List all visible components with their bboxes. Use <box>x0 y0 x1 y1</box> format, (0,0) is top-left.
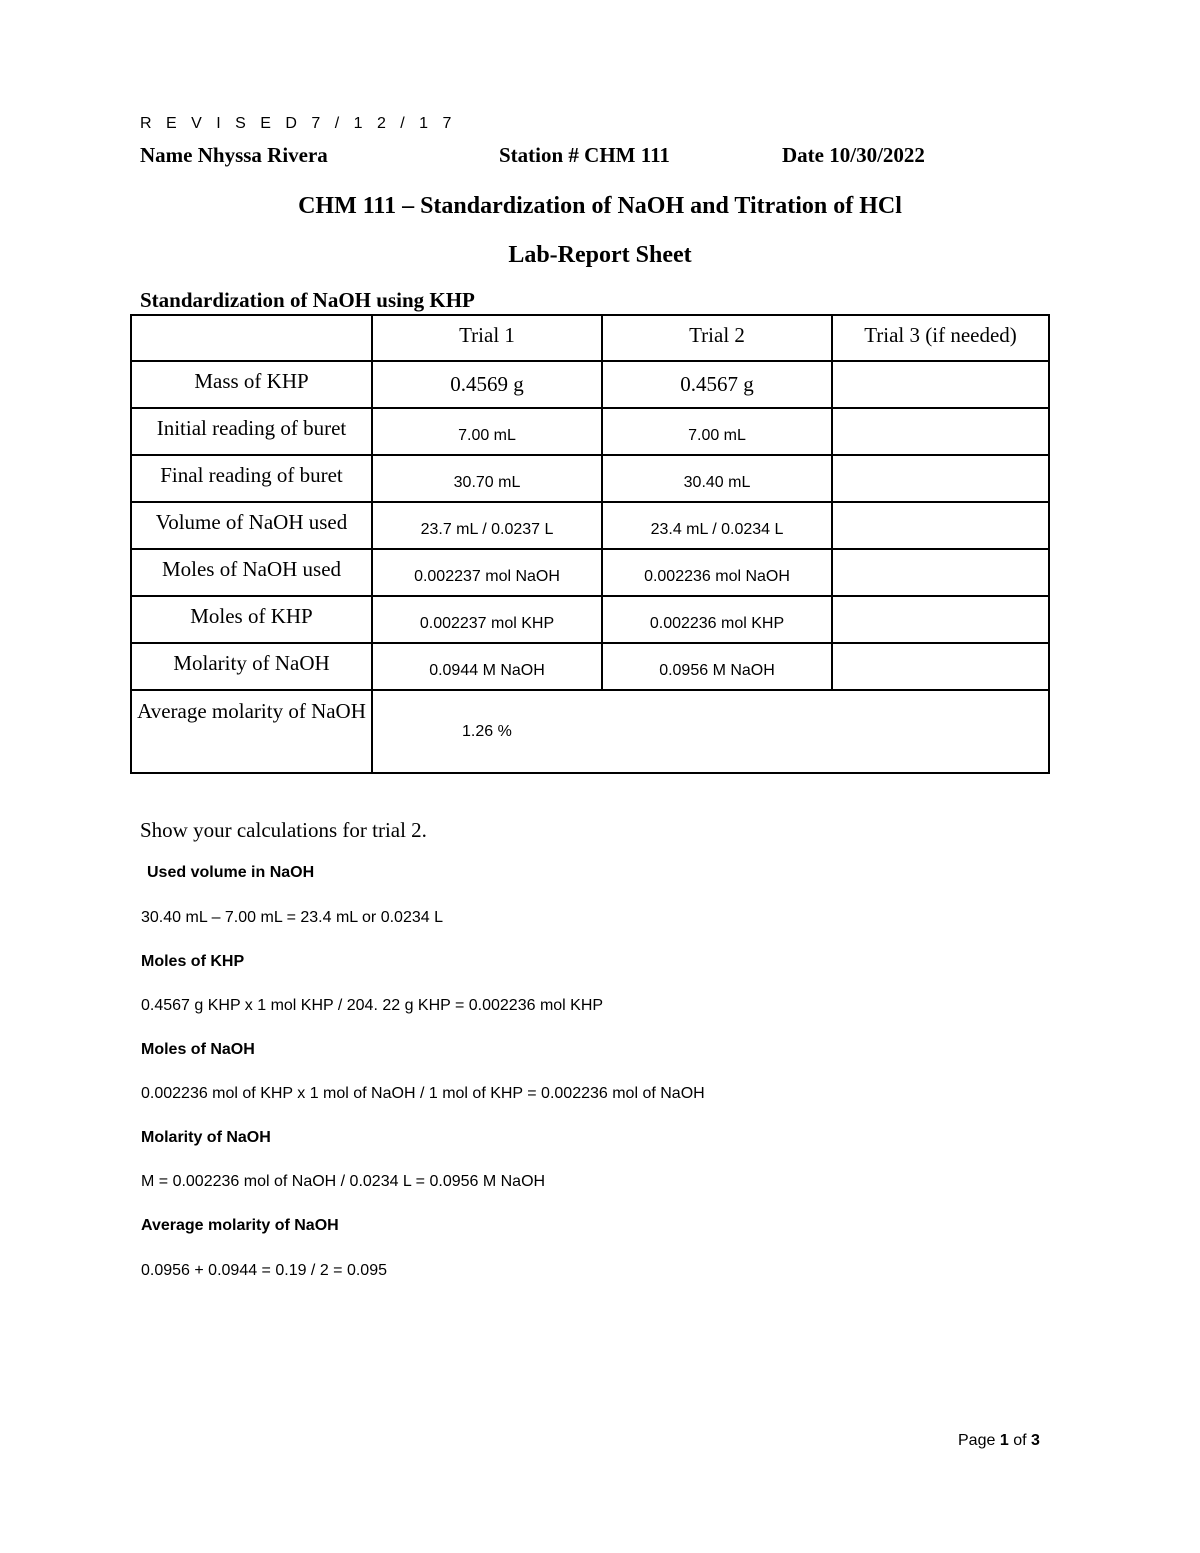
calc-body: 0.4567 g KHP x 1 mol KHP / 204. 22 g KHP = 0.002236 mol KHP <box>141 997 604 1014</box>
trial-1-value: 23.7 mL / 0.0237 L <box>372 502 602 549</box>
trial-3-value <box>832 502 1049 549</box>
trial-3-value <box>832 596 1049 643</box>
trial-1-value: 7.00 mL <box>372 408 602 455</box>
row-label: Moles of KHP <box>131 596 372 643</box>
row-label: Volume of NaOH used <box>131 502 372 549</box>
trial-1-value: 0.4569 g <box>372 361 602 408</box>
page-number <box>958 1432 1040 1450</box>
table-row <box>131 408 1049 455</box>
table-header-row <box>131 315 1049 361</box>
calc-heading: Moles of KHP <box>141 953 245 970</box>
table-row <box>131 502 1049 549</box>
trial-1-value: 30.70 mL <box>372 455 602 502</box>
station-number: Station # CHM 111 <box>499 143 670 167</box>
calc-body: 30.40 mL – 7.00 mL = 23.4 mL or 0.0234 L <box>141 909 443 926</box>
row-label: Mass of KHP <box>131 361 372 408</box>
document-subtitle: Lab-Report Sheet <box>508 242 692 268</box>
table-row <box>131 643 1049 690</box>
calculations-intro: Show your calculations for trial 2. <box>140 818 427 842</box>
trial-3-value <box>832 408 1049 455</box>
header-cell-trial-1: Trial 1 <box>372 315 602 361</box>
trial-3-value <box>832 549 1049 596</box>
of-word: of <box>1013 1432 1027 1449</box>
page-total: 3 <box>1030 1432 1040 1449</box>
student-name: Name Nhyssa Rivera <box>140 143 328 167</box>
trial-1-value: 0.0944 M NaOH <box>372 643 602 690</box>
table-row <box>131 549 1049 596</box>
trial-2-value: 0.002236 mol KHP <box>602 596 832 643</box>
row-label: Molarity of NaOH <box>131 643 372 690</box>
average-row <box>131 690 1049 773</box>
trial-2-value: 30.40 mL <box>602 455 832 502</box>
standardization-table <box>130 314 1050 774</box>
trial-2-value: 23.4 mL / 0.0234 L <box>602 502 832 549</box>
trial-2-value: 0.0956 M NaOH <box>602 643 832 690</box>
calc-body: 0.0956 + 0.0944 = 0.19 / 2 = 0.095 <box>141 1262 387 1279</box>
calc-heading: Molarity of NaOH <box>141 1129 271 1146</box>
trial-2-value: 0.4567 g <box>602 361 832 408</box>
average-value: 1.26 % <box>372 690 1049 773</box>
page-current: 1 <box>999 1432 1009 1449</box>
document-title: CHM 111 – Standardization of NaOH and Titration of HCl <box>298 193 902 219</box>
calc-body: M = 0.002236 mol of NaOH / 0.0234 L = 0.0956 M NaOH <box>141 1173 546 1190</box>
trial-3-value <box>832 361 1049 408</box>
trial-1-value: 0.002237 mol KHP <box>372 596 602 643</box>
trial-2-value: 0.002236 mol NaOH <box>602 549 832 596</box>
table-row <box>131 596 1049 643</box>
row-label: Moles of NaOH used <box>131 549 372 596</box>
report-date: Date 10/30/2022 <box>782 143 925 167</box>
average-label: Average molarity of NaOH <box>131 690 372 773</box>
row-label: Initial reading of buret <box>131 408 372 455</box>
header-cell-trial-3: Trial 3 (if needed) <box>832 315 1049 361</box>
header-cell-empty <box>131 315 372 361</box>
calc-body: 0.002236 mol of KHP x 1 mol of NaOH / 1 mol of KHP = 0.002236 mol of NaOH <box>141 1085 705 1102</box>
section-title: Standardization of NaOH using KHP <box>140 288 475 312</box>
page-word: Page <box>958 1432 996 1449</box>
calc-heading: Moles of NaOH <box>141 1041 255 1058</box>
trial-1-value: 0.002237 mol NaOH <box>372 549 602 596</box>
table-row <box>131 455 1049 502</box>
trial-3-value <box>832 455 1049 502</box>
header-cell-trial-2: Trial 2 <box>602 315 832 361</box>
calc-heading: Average molarity of NaOH <box>141 1217 339 1234</box>
row-label: Final reading of buret <box>131 455 372 502</box>
revision-note: R E V I S E D 7 / 1 2 / 1 7 <box>140 115 457 132</box>
trial-3-value <box>832 643 1049 690</box>
calc-heading: Used volume in NaOH <box>147 864 315 881</box>
table-row <box>131 361 1049 408</box>
trial-2-value: 7.00 mL <box>602 408 832 455</box>
